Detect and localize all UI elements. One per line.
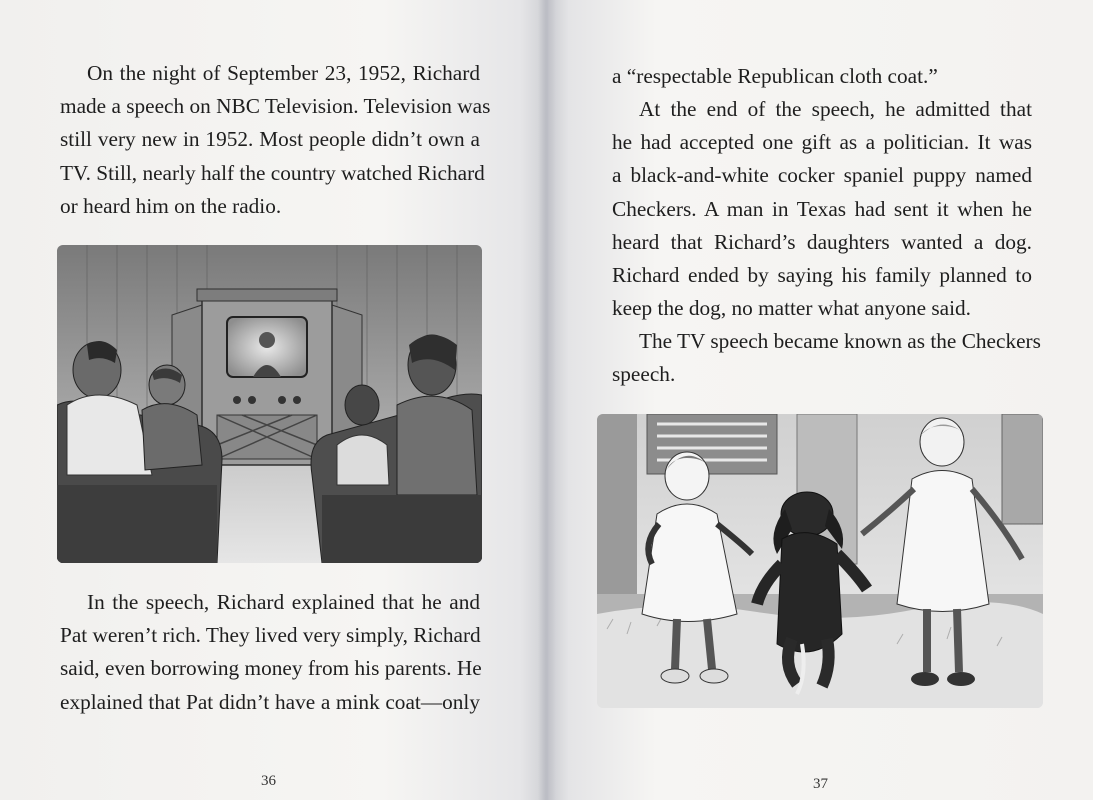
text-line: TV. Still, nearly half the country watched Richard [60, 160, 485, 185]
text-line: a black-and-white cocker spaniel puppy named [612, 163, 1032, 188]
left-paragraph-2 [60, 586, 480, 719]
right-paragraph-3 [612, 325, 1041, 391]
text-line: or heard him on the radio. [60, 193, 282, 218]
text-line: explained that Pat didn’t have a mink coat—only [60, 689, 480, 714]
right-paragraph-2 [612, 93, 1032, 325]
right-paragraph-1 [612, 60, 1032, 93]
text-line: Checkers. A man in Texas had sent it when he [612, 196, 1032, 221]
text-line: At the end of the speech, he admitted that [639, 97, 1032, 121]
text-line: Pat weren’t rich. They lived very simply, Richard [60, 623, 481, 648]
text-line: he had accepted one gift as a politician. It was [612, 130, 1032, 155]
text-line: On the night of September 23, 1952, Richard [87, 61, 480, 85]
text-line: said, even borrowing money from his parents. He [60, 656, 482, 681]
text-line: made a speech on NBC Television. Television was [60, 94, 491, 119]
text-line: heard that Richard’s daughters wanted a dog. [612, 229, 1032, 254]
text-line: Richard ended by saying his family planned to [612, 263, 1032, 288]
text-line: keep the dog, no matter what anyone said. [612, 296, 971, 321]
text-line: In the speech, Richard explained that he and [87, 590, 480, 614]
text-line: a “respectable Republican cloth coat.” [612, 64, 938, 88]
text-line: The TV speech became known as the Checkers [639, 329, 1041, 353]
family-watching-tv-illustration [57, 245, 482, 563]
page-number-left: 36 [261, 773, 276, 789]
text-line: still very new in 1952. Most people didn’t own a [60, 127, 480, 152]
page-number-right: 37 [813, 776, 828, 792]
girls-playing-with-dog-illustration [597, 414, 1043, 708]
left-paragraph-1 [60, 57, 491, 223]
book-gutter [538, 0, 556, 800]
text-line: speech. [612, 362, 676, 387]
